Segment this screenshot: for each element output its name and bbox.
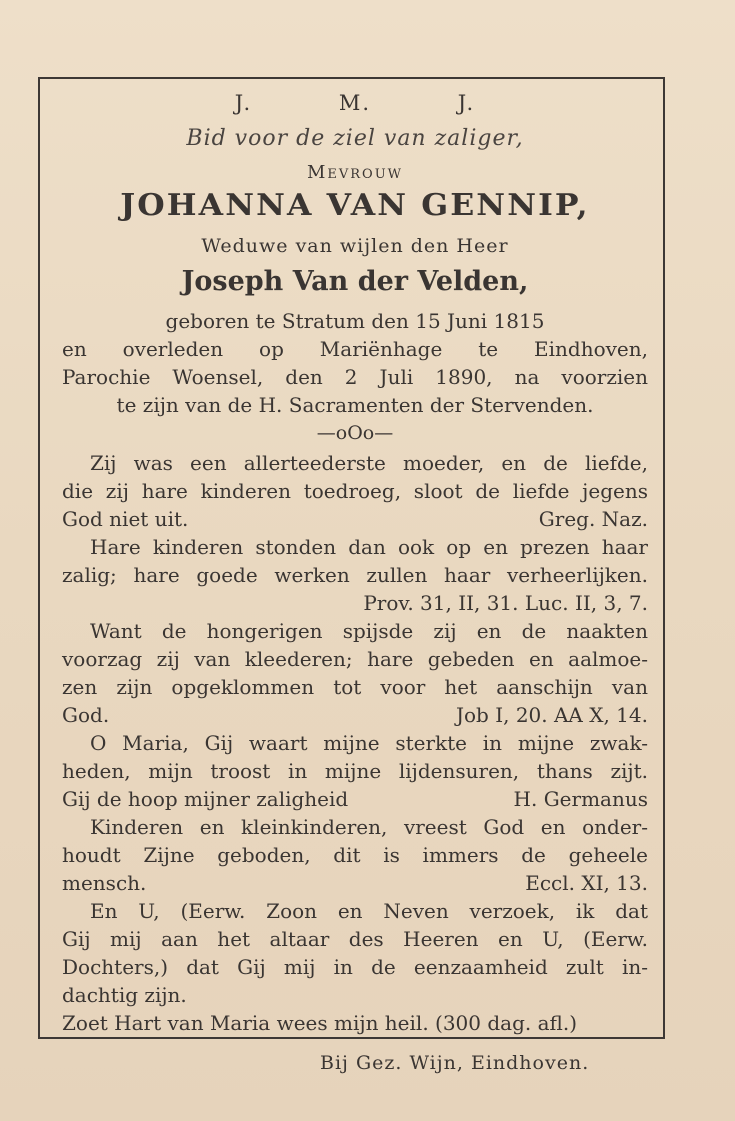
citation: Greg. Naz. <box>538 507 648 531</box>
text-left: Gij de hoop mijner zaligheid <box>62 787 349 811</box>
deceased-name: JOHANNA VAN GENNIP, <box>120 188 590 223</box>
text-line: voorzag zij van kleederen; hare gebeden en aalmoe- <box>62 647 648 671</box>
citation: Eccl. XI, 13. <box>525 871 648 895</box>
widow-line: Weduwe van wijlen den Heer <box>201 235 509 257</box>
text-line: zen zijn opgeklommen tot voor het aanschijn van <box>62 675 648 699</box>
text-line: En U, (Eerw. Zoon en Neven verzoek, ik dat <box>90 899 648 923</box>
citation: Prov. 31, II, 31. Luc. II, 3, 7. <box>363 591 648 615</box>
jmj-heading: J. M. J. <box>234 91 476 115</box>
text-line: dachtig zijn. <box>62 983 187 1007</box>
text-line: heden, mijn troost in mijne lijdensuren, thans zijt. <box>62 759 648 783</box>
text-left: God niet uit. <box>62 507 189 531</box>
printer-credit: Bij Gez. Wijn, Eindhoven. <box>320 1052 590 1074</box>
citation: Job I, 20. AA X, 14. <box>455 703 648 727</box>
bio-line: geboren te Stratum den 15 Juni 1815 <box>165 309 545 333</box>
text-line <box>62 870 648 896</box>
text-line: houdt Zijne geboden, dit is immers de geheele <box>62 843 648 867</box>
bio-line: en overleden op Mariënhage te Eindhoven, <box>62 337 648 361</box>
citation: H. Germanus <box>513 787 648 811</box>
text-line <box>62 786 648 812</box>
text-line: O Maria, Gij waart mijne sterkte in mijne zwak- <box>90 731 648 755</box>
text-line <box>62 506 648 532</box>
text-line <box>62 702 648 728</box>
title-prefix: Mevrouw <box>306 162 404 183</box>
bio-line: Parochie Woensel, den 2 Juli 1890, na voorzien <box>62 365 648 389</box>
text-left: mensch. <box>62 871 147 895</box>
text-line: Kinderen en kleinkinderen, vreest God en onder- <box>90 815 648 839</box>
text-line: Gij mij aan het altaar des Heeren en U, (Eerw. <box>62 927 648 951</box>
text-line: Want de hongerigen spijsde zij en de naakten <box>90 619 648 643</box>
husband-name: Joseph Van der Velden, <box>181 266 529 297</box>
text-line: Hare kinderen stonden dan ook op en prezen haar <box>90 535 648 559</box>
text-line: Zij was een allerteederste moeder, en de liefde, <box>90 451 648 475</box>
bio-line: te zijn van de H. Sacramenten der Stervenden. <box>116 393 594 417</box>
text-line: zalig; hare goede werken zullen haar verheerlijken. <box>62 563 648 587</box>
text-left: God. <box>62 703 110 727</box>
text-line: die zij hare kinderen toedroeg, sloot de liefde jegens <box>62 479 648 503</box>
divider: —oOo— <box>316 422 394 444</box>
prayer-line: Bid voor de ziel van zaliger, <box>186 126 524 151</box>
text-line: Dochters,) dat Gij mij in de eenzaamheid zult in- <box>62 955 648 979</box>
closing-line: Zoet Hart van Maria wees mijn heil. (300 dag. afl.) <box>62 1011 578 1035</box>
